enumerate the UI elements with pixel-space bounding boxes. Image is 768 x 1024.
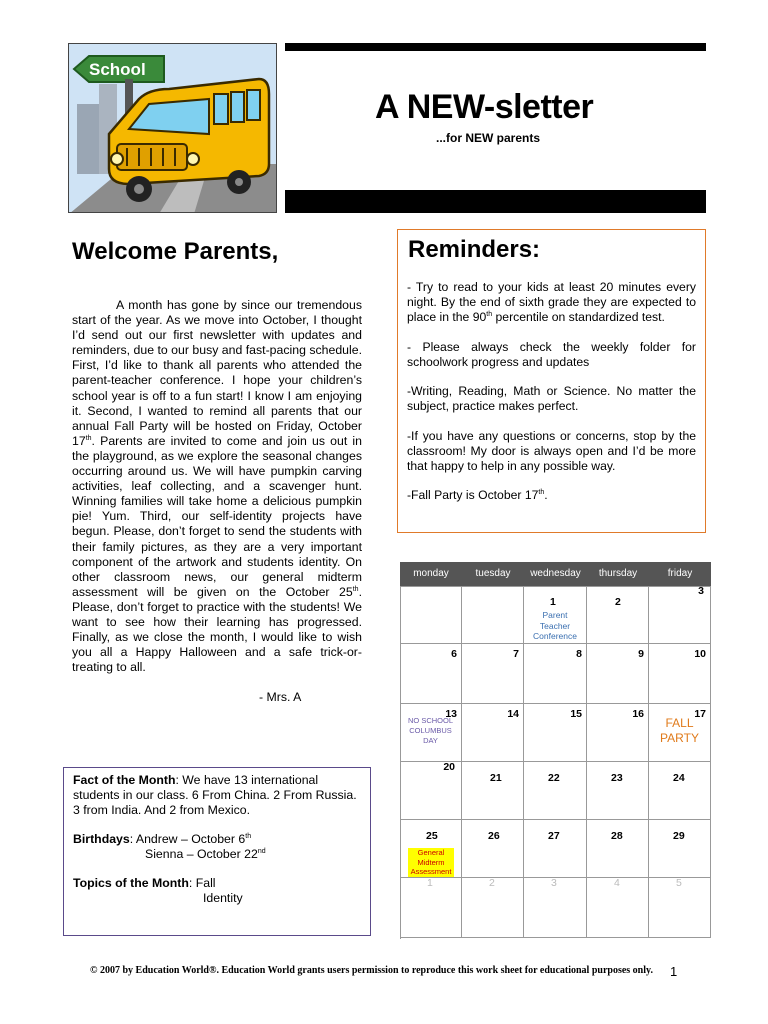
calendar-day-cell <box>524 762 587 820</box>
reminder-item: -If you have any questions or concerns, stop by the classroom! My door is always open and I’d be more that happy to help in any possible way. <box>407 428 696 473</box>
calendar-day-number: 1 <box>550 596 556 608</box>
calendar-day-number: 2 <box>615 596 621 608</box>
calendar-day-cell <box>649 644 711 704</box>
calendar-day-number: 22 <box>548 772 560 784</box>
reminder-item <box>407 280 696 325</box>
calendar-day-cell <box>400 820 462 878</box>
calendar-day-number: 13 <box>445 708 457 720</box>
calendar-day-cell <box>524 586 587 644</box>
calendar-event-note: NO SCHOOL COLUMBUS DAY <box>407 716 453 745</box>
letter-part-a: A month has gone by since our tremendous start of the year. As we move into October, I thought I’d send out our first newsletter with updates and reminders, due to our busy and fast-pacing schedule. First, I’d like to thank all parents who attended the parent-teacher conference. I hope your children’s school year is off to a fun start! I know I am enjoying it. Second, I wanted to remind all parents that our annual Fall Party will be hosted on Friday, October 17 <box>72 298 362 448</box>
calendar-day-cell <box>462 878 524 938</box>
fact-of-month <box>73 773 363 818</box>
page-number: 1 <box>670 964 678 979</box>
calendar-day-cell <box>649 878 711 938</box>
fact-text: : We have 13 international students in our class. 6 From China. 2 From Russia. 3 from India. And 2 from Mexico. <box>73 773 357 817</box>
calendar-grid <box>400 586 711 939</box>
welcome-letter <box>72 298 362 675</box>
reminders-title: Reminders: <box>408 236 541 263</box>
reminder-5-text: -Fall Party is October 17 <box>407 488 539 502</box>
school-bus-icon <box>69 44 277 213</box>
reminder-item: - Please always check the weekly folder for schoolwork progress and updates <box>407 339 696 369</box>
calendar-day-cell <box>462 762 524 820</box>
calendar-day-number: 5 <box>676 877 682 889</box>
calendar-day-number: 23 <box>611 772 623 784</box>
day-header-friday: friday <box>649 562 711 586</box>
calendar-day-number: 20 <box>443 761 455 773</box>
calendar-day-number: 4 <box>614 877 620 889</box>
calendar-day-cell <box>649 820 711 878</box>
day-header-tuesday: tuesday <box>462 562 524 586</box>
header-bottom-bar <box>285 190 706 213</box>
birthday-2: Sienna – October 22 <box>145 847 258 861</box>
calendar-day-cell <box>462 586 524 644</box>
facts-box <box>63 767 371 936</box>
calendar-day-cell <box>400 878 462 938</box>
topics-label: Topics of the Month <box>73 876 189 890</box>
calendar-day-cell <box>524 644 587 704</box>
calendar-day-cell <box>587 820 649 878</box>
calendar-day-number: 16 <box>632 708 644 720</box>
header-top-bar <box>285 43 706 51</box>
letter-sup-1: th <box>85 434 92 442</box>
letter-signoff: - Mrs. A <box>259 690 302 704</box>
calendar-day-number: 10 <box>694 648 706 660</box>
topics-of-month <box>73 876 363 906</box>
newsletter-subtitle: ...for NEW parents <box>436 131 541 145</box>
birthdays-label: Birthdays <box>73 832 130 846</box>
calendar-day-number: 3 <box>698 585 704 597</box>
calendar-day-number: 7 <box>513 648 519 660</box>
reminder-5-sup: th <box>538 488 545 496</box>
reminders-list <box>407 280 696 518</box>
welcome-heading: Welcome Parents, <box>72 238 279 265</box>
letter-part-b: . Parents are invited to come and join us out in the playground, as we explore the seasonal changes occurring around us. We will have pumpkin carving activities, leaf collecting, and a scavenger hunt. Winning families will take home a delicious pumpkin pie! Yum. Third, our self-identity projects have begun. Please, don’t forget to send the students with their family pictures, as they are a very important component of the artwork and students identity. On other classroom news, our general midterm assessment will be given on the October 25 <box>72 433 362 599</box>
calendar-day-cell <box>649 762 711 820</box>
reminders-box <box>397 229 706 533</box>
calendar-event-note: FALL PARTY <box>660 716 699 745</box>
calendar-day-number: 26 <box>488 830 500 842</box>
fact-label: Fact of the Month <box>73 773 176 787</box>
topic-1: : Fall <box>188 876 216 890</box>
calendar-day-cell <box>649 586 711 644</box>
calendar-day-cell <box>587 586 649 644</box>
calendar-event-note: General Midterm Assessment <box>408 848 454 877</box>
calendar-day-cell <box>587 878 649 938</box>
birthday-1-sup: th <box>245 832 252 840</box>
calendar-day-number: 6 <box>451 648 457 660</box>
calendar-day-number: 1 <box>427 877 433 889</box>
calendar-day-cell <box>524 820 587 878</box>
calendar-day-number: 14 <box>507 708 519 720</box>
calendar-day-cell <box>462 704 524 762</box>
calendar-day-cell <box>587 644 649 704</box>
topic-2: Identity <box>203 891 243 905</box>
calendar-day-number: 21 <box>490 772 502 784</box>
newsletter-title: A NEW-sletter <box>375 88 594 126</box>
calendar-day-number: 8 <box>576 648 582 660</box>
calendar-day-number: 9 <box>638 648 644 660</box>
calendar-day-number: 24 <box>673 772 685 784</box>
calendar-day-cell <box>524 704 587 762</box>
calendar-day-cell <box>587 762 649 820</box>
reminder-1-sup: th <box>486 310 493 318</box>
day-header-wednesday: wednesday <box>524 562 587 586</box>
calendar-day-number: 15 <box>570 708 582 720</box>
reminder-1-tail: percentile on standardized test. <box>492 310 665 324</box>
calendar-day-number: 3 <box>551 877 557 889</box>
october-calendar <box>400 562 711 939</box>
birthday-1: : Andrew – October 6 <box>129 832 246 846</box>
calendar-day-cell <box>587 704 649 762</box>
calendar-day-cell <box>400 644 462 704</box>
day-header-thursday: thursday <box>587 562 649 586</box>
reminder-1-text: - Try to read to your kids at least 20 minutes every night. By the end of sixth grade they are expected to place in the 90 <box>407 280 696 324</box>
letter-sup-2: th <box>352 585 359 593</box>
calendar-day-cell <box>524 878 587 938</box>
letter-part-c: . Please, don’t forget to practice with the students! We want to see how their learning has progressed. Finally, as we close the month, I would like to wish you all a Happy Halloween and a safe trick-or-treating to all. <box>72 584 362 675</box>
calendar-day-cell <box>649 704 711 762</box>
birthday-2-sup: nd <box>257 847 266 855</box>
birthdays <box>73 832 363 862</box>
facts-content <box>73 773 363 920</box>
calendar-day-cell <box>462 820 524 878</box>
reminder-item: -Writing, Reading, Math or Science. No matter the subject, practice makes perfect. <box>407 384 696 413</box>
calendar-day-number: 29 <box>673 830 685 842</box>
calendar-day-cell <box>400 762 462 820</box>
reminder-item <box>407 488 696 503</box>
calendar-day-cell <box>400 704 462 762</box>
calendar-event-note: Parent Teacher Conference <box>533 610 577 641</box>
calendar-day-number: 25 <box>426 830 438 842</box>
day-header-monday: monday <box>400 562 462 586</box>
calendar-day-number: 17 <box>694 708 706 720</box>
calendar-day-cell <box>462 644 524 704</box>
reminder-5-tail: . <box>544 488 548 502</box>
calendar-day-number: 27 <box>548 830 560 842</box>
copyright-footer: © 2007 by Education World®. Education World grants users permission to reproduce this work sheet for educational purposes only. <box>90 965 653 976</box>
svg-text:School: School <box>89 60 146 79</box>
calendar-day-number: 2 <box>489 877 495 889</box>
calendar-day-number: 28 <box>611 830 623 842</box>
school-bus-clipart <box>68 43 277 213</box>
calendar-day-cell <box>400 586 462 644</box>
